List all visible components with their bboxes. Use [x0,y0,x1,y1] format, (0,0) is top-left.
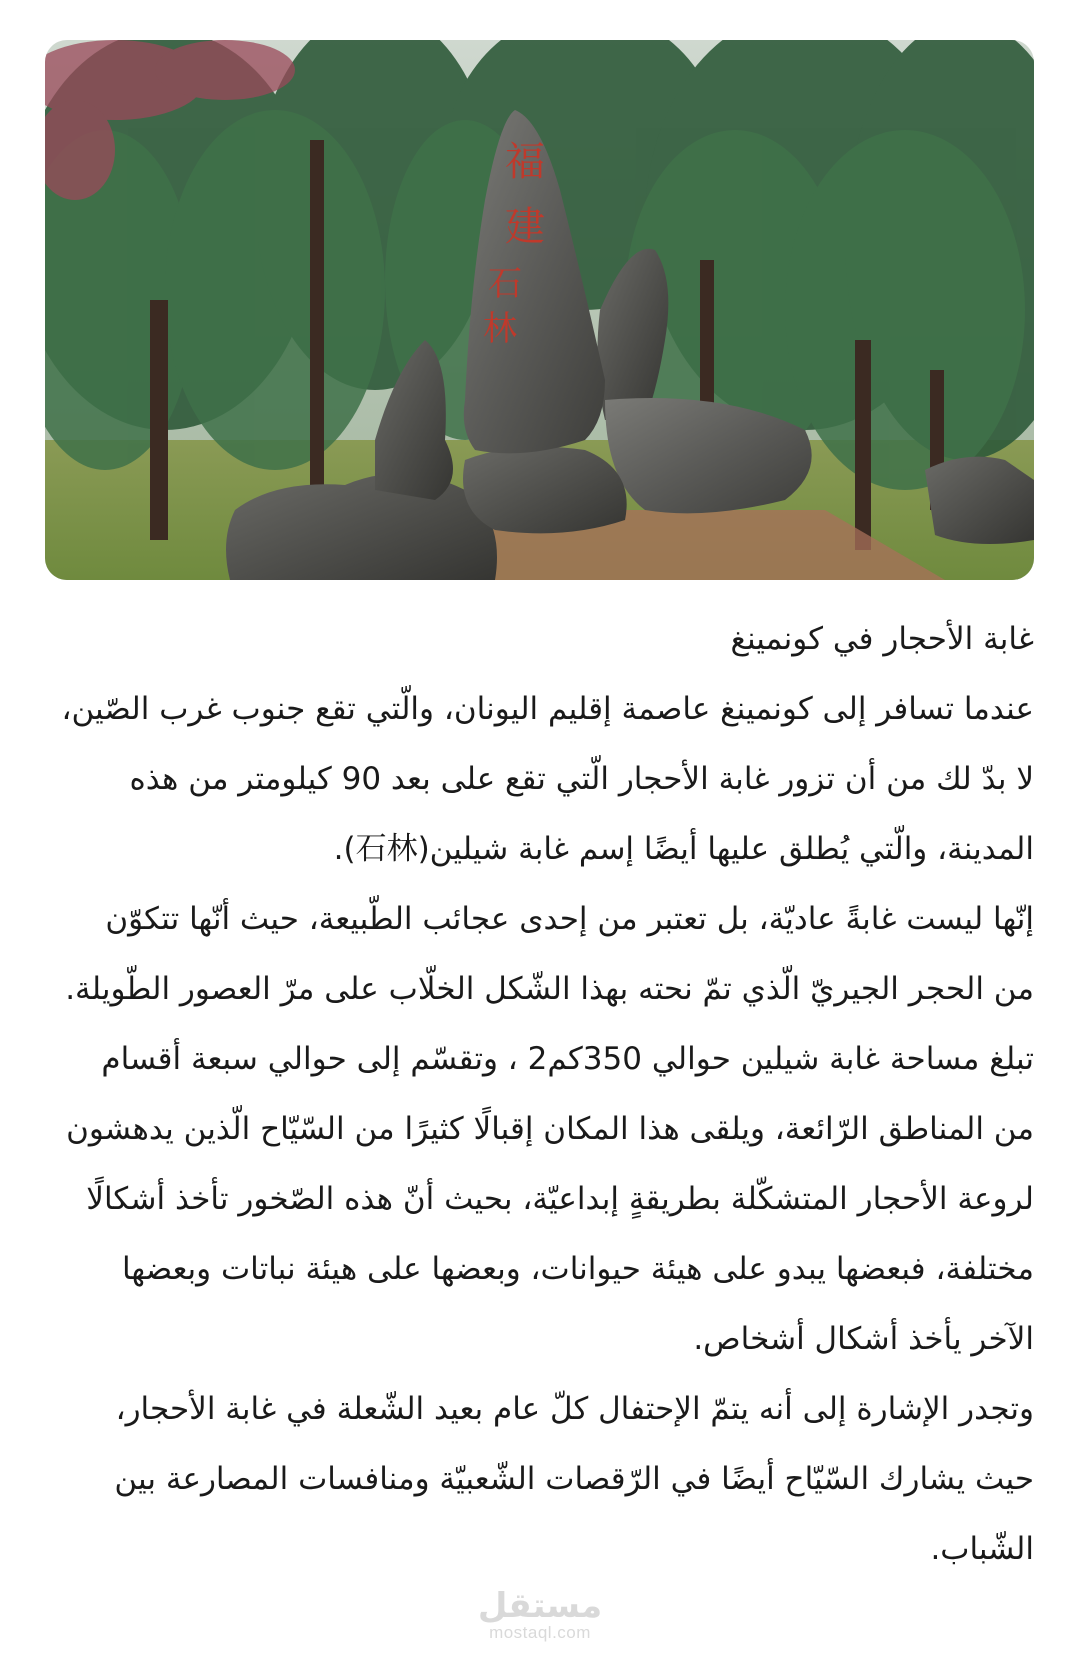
watermark-domain: mostaql.com [489,1623,591,1642]
hero-image [45,40,1034,580]
stone-inscription-4: 林 [483,309,517,349]
stone-inscription-3: 石 [488,264,522,304]
stone-forest-photo [45,40,1034,580]
mostaql-watermark [470,1588,610,1642]
paragraph: إنّها ليست غابةً عاديّة، بل تعتبر من إحدى عجائب الطّبيعة، حيث أنّها تتكوّن من الحجر الجيريّ الّذي تمّ نحته بهذا الشّكل الخلّاب على مرّ العصور الطّويلة. [65,901,1034,1007]
stone-inscription-1: 福 [505,139,545,185]
paragraph: عندما تسافر إلى كونمينغ عاصمة إقليم اليونان، والّتي تقع جنوب غرب الصّين، لا بدّ لك من أن تزور غابة الأحجار الّتي تقع على بعد 90 كيلومتر من هذه المدينة، والّتي يُطلق عليها أيضًا إسم غابة شيلين(石林). [61,691,1034,867]
watermark-logo-text: مستقل [477,1586,603,1626]
paragraph: وتجدر الإشارة إلى أنه يتمّ الإحتفال كلّ عام بعيد الشّعلة في غابة الأحجار، حيث يشارك السّيّاح أيضًا في الرّقصات الشّعبيّة ومنافسات المصارعة بين الشّباب. [114,1391,1034,1567]
paragraph: تبلغ مساحة غابة شيلين حوالي 350كم2 ، وتقسّم إلى حوالي سبعة أقسام من المناطق الرّائعة، ويلقى هذا المكان إقبالًا كثيرًا من السّيّاح الّذين يدهشون لروعة الأحجار المتشكّلة بطريقةٍ إبداعيّة، بحيث أنّ هذه الصّخور تأخذ أشكالًا مختلفة، فبعضها يبدو على هيئة حيوانات، وبعضها على هيئة نباتات وبعضها الآخر يأخذ أشكال أشخاص. [66,1041,1034,1357]
article-body [60,604,1034,1584]
stone-inscription-2: 建 [505,204,545,250]
article-title: غابة الأحجار في كونمينغ [730,621,1034,657]
